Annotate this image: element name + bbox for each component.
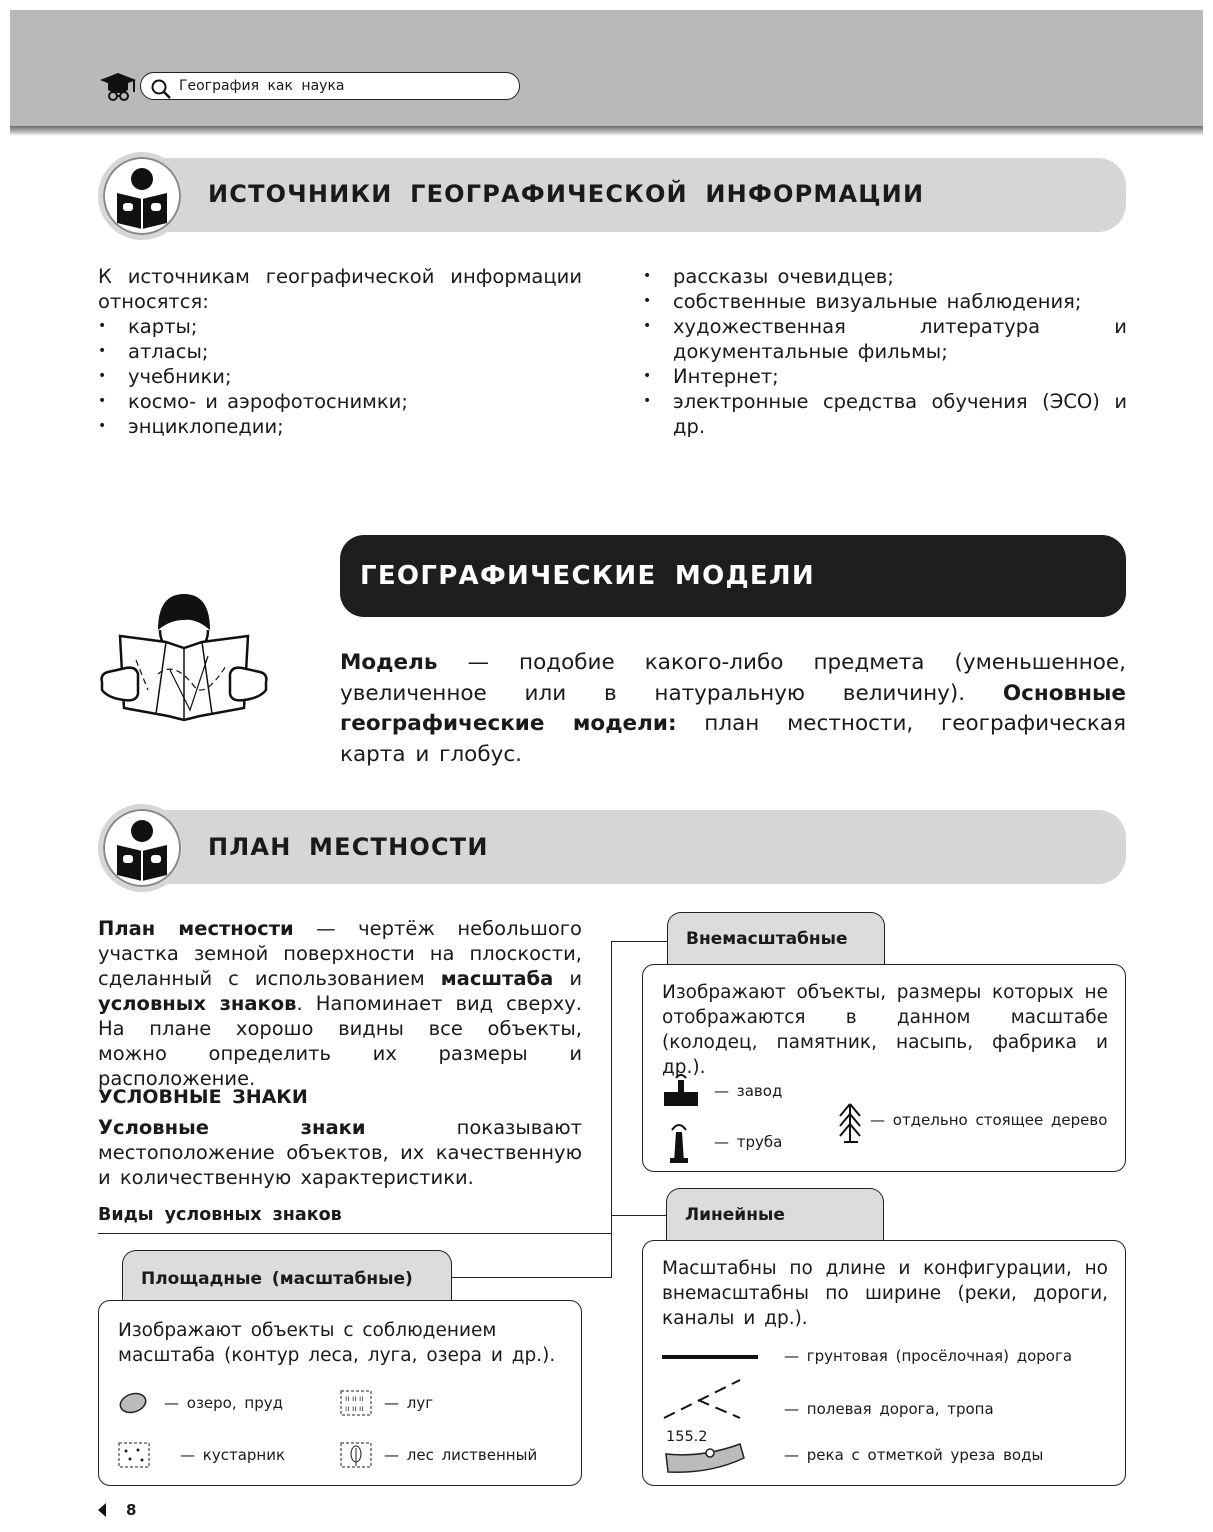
deciduous-forest-icon [340, 1442, 372, 1468]
list-item: • карты; [98, 314, 582, 339]
breadcrumb: География как наука [140, 72, 520, 100]
models-paragraph [340, 648, 1126, 770]
deciduous-forest-label: — лес лиственный [384, 1446, 538, 1464]
shrub-icon [118, 1442, 150, 1468]
svg-text:ıı ıı ıı: ıı ıı ıı [345, 1404, 364, 1413]
list-item: • атласы; [98, 339, 582, 364]
sources-title: ИСТОЧНИКИ ГЕОГРАФИЧЕСКОЙ ИНФОРМАЦИИ [208, 180, 925, 208]
shrub-label: — кустарник [180, 1446, 286, 1464]
signs-term: условных знаков [98, 992, 297, 1015]
sources-intro: К источникам географической информации относятся: [98, 265, 582, 313]
list-item: • электронные средства обучения (ЭСО) и др. [643, 389, 1127, 439]
list-item: • собственные визуальные наблюдения; [643, 289, 1127, 314]
main-models-list: план местности, географическая карта и глобус. [340, 711, 1126, 767]
header-shadow [10, 126, 1203, 136]
reader-icon-circle [98, 804, 186, 892]
list-item: • космо- и аэрофотоснимки; [98, 389, 582, 414]
person-reading-map-icon [96, 590, 276, 730]
list-item: • учебники; [98, 364, 582, 389]
tree-label: — отдельно стоящее дерево [870, 1111, 1108, 1129]
meadow-icon [340, 1390, 372, 1416]
point-signs-tab: Внемасштабные [667, 912, 885, 966]
page-number: 8 [126, 1501, 137, 1519]
plan-definition [98, 916, 582, 1091]
dirt-road-label: — грунтовая (просёлочная) дорога [784, 1347, 1073, 1365]
signs-paragraph [98, 1115, 582, 1190]
list-item: • Интернет; [643, 364, 1127, 389]
main-models-label: Основные географические модели: [340, 680, 1126, 736]
lake-icon [118, 1390, 148, 1416]
area-signs-text: Изображают объекты с соблюдением масштаба (контур леса, луга, озера и др.). [118, 1320, 556, 1366]
plan-title: ПЛАН МЕСТНОСТИ [208, 833, 489, 861]
point-signs-text: Изображают объекты, размеры которых не отображаются в данном масштабе (колодец, памятник, насыпь, фабрика и др.). [662, 982, 1108, 1078]
sources-left-list [98, 314, 582, 439]
lake-label: — озеро, пруд [164, 1394, 283, 1412]
reader-icon [103, 809, 181, 887]
connector-line [611, 941, 612, 1277]
chimney-icon [664, 1118, 694, 1164]
connector-line [611, 1215, 667, 1216]
scale-term: масштаба [440, 967, 554, 990]
plan-text-2: . Напоминает вид сверху. На плане хорошо видны все объекты, можно определить их размеры и расположение. [98, 992, 582, 1090]
svg-text:ıı ıı ıı: ıı ıı ıı [345, 1394, 364, 1403]
list-item: • рассказы очевидцев; [643, 264, 1127, 289]
river-icon [662, 1440, 746, 1476]
models-header-bar: ГЕОГРАФИЧЕСКИЕ МОДЕЛИ [340, 535, 1126, 617]
field-road-label: — полевая дорога, тропа [784, 1400, 994, 1418]
river-label: — река с отметкой уреза воды [784, 1446, 1044, 1464]
header-band [10, 10, 1203, 126]
connector-line [98, 1233, 612, 1234]
tree-icon [836, 1102, 864, 1144]
area-signs-tab: Площадные (масштабные) [122, 1250, 452, 1302]
model-term: Модель [340, 650, 438, 675]
signs-paragraph-text: показывают местоположение объектов, их качественную и количественную характеристики. [98, 1116, 582, 1189]
signs-paragraph-term: Условные знаки [98, 1116, 366, 1139]
water-level-mark: 155.2 [666, 1429, 708, 1445]
plan-text-1: — чертёж небольшого участка земной поверхности на плоскости, сделанный с использованием [98, 917, 582, 990]
reader-icon [103, 157, 181, 235]
sign-types-heading: Виды условных знаков [98, 1205, 342, 1225]
factory-icon [662, 1072, 702, 1108]
reader-icon-circle [98, 152, 186, 240]
meadow-label: — луг [384, 1394, 434, 1412]
chimney-label: — труба [714, 1133, 783, 1151]
dirt-road-icon [662, 1352, 762, 1362]
linear-signs-text: Масштабны по длине и конфигурации, но внемасштабны по ширине (реки, дороги, каналы и др.). [662, 1258, 1108, 1329]
signs-heading: УСЛОВНЫЕ ЗНАКИ [98, 1086, 308, 1108]
list-item: • художественная литература и документальные фильмы; [643, 314, 1127, 364]
field-road-icon [660, 1376, 746, 1422]
linear-signs-tab: Линейные [666, 1188, 884, 1242]
factory-label: — завод [714, 1082, 783, 1100]
search-icon [150, 78, 172, 100]
connector-line [452, 1277, 612, 1278]
sources-right-list [643, 264, 1127, 439]
graduation-cap-icon [96, 70, 140, 102]
page-arrow-icon [96, 1502, 108, 1518]
plan-text-and: и [553, 967, 582, 990]
plan-term: План местности [98, 917, 294, 940]
connector-line [611, 941, 667, 942]
model-definition: — подобие какого-либо предмета (уменьшенное, увеличенное или в натуральную величину). [340, 650, 1126, 706]
list-item: • энциклопедии; [98, 414, 582, 439]
